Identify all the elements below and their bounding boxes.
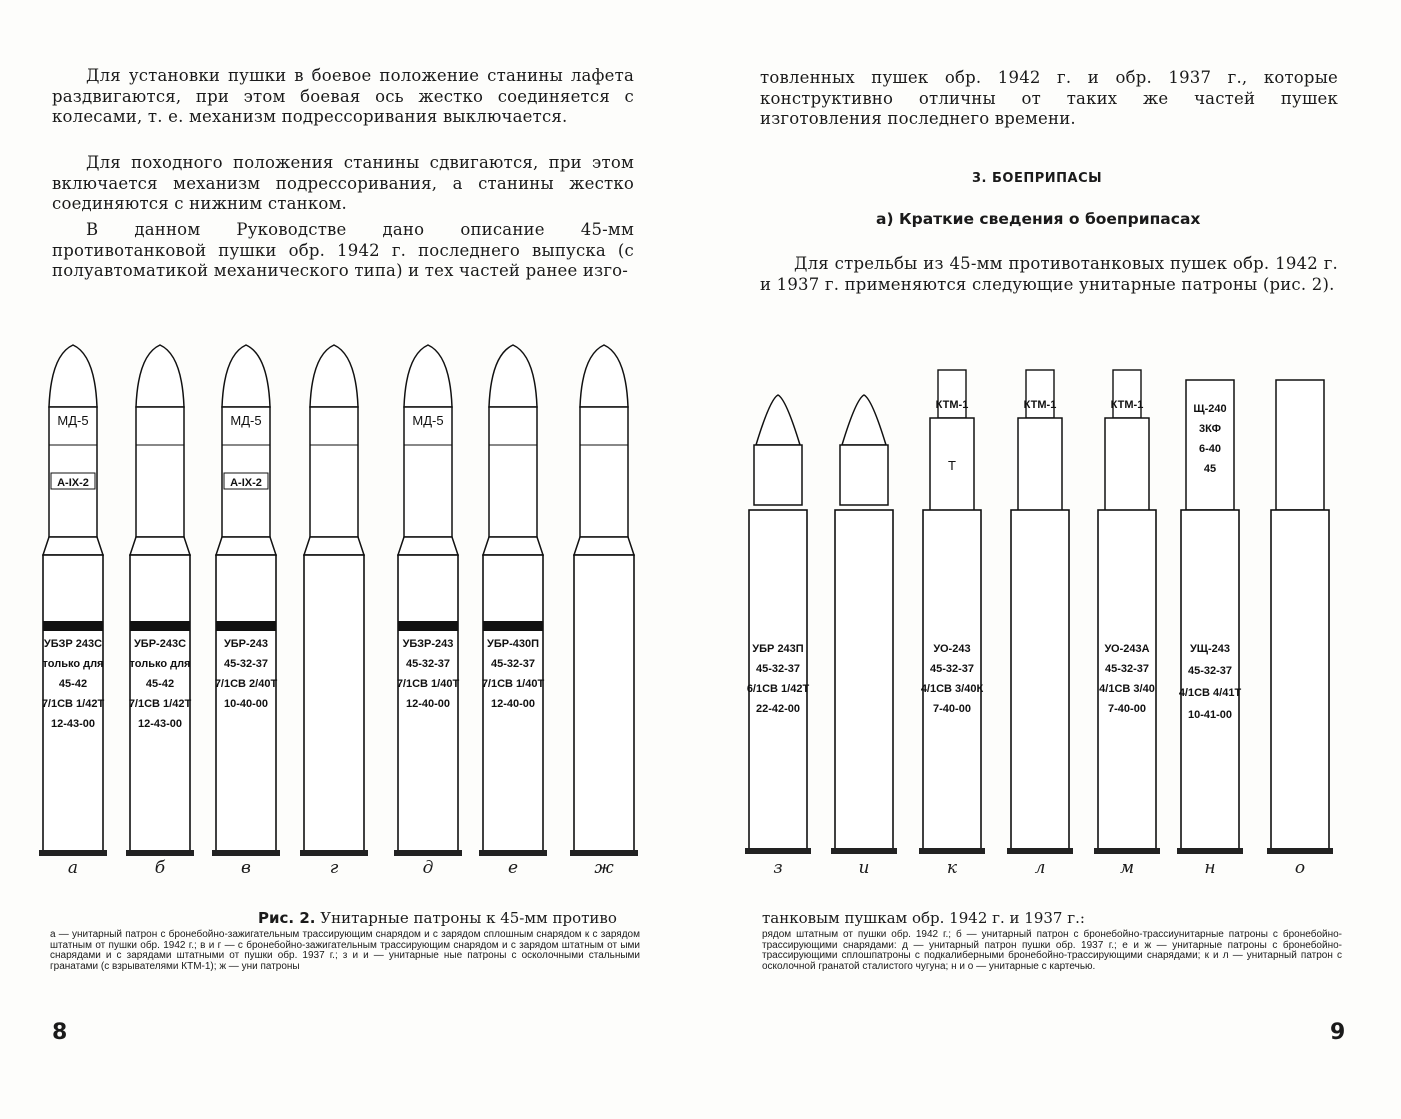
projectile-body (580, 407, 628, 537)
figure-letter-е: е (507, 858, 519, 878)
projectile-body (754, 445, 802, 505)
cartridge-case (574, 555, 634, 852)
case-shoulder (43, 537, 103, 555)
case-marking-line: УБР-243С (133, 638, 187, 650)
case-marking-line: УБЗР 243С (43, 638, 103, 650)
case-marking-line: 7-40-00 (1108, 703, 1146, 715)
cartridge-case (1181, 510, 1239, 850)
case-shoulder (304, 537, 364, 555)
cartridge-в (212, 345, 280, 856)
left-page-number: 8 (52, 1020, 68, 1045)
case-rim (300, 850, 368, 856)
cartridge-case (1271, 510, 1329, 850)
left-shells-group (39, 345, 638, 856)
figure-letter-д: д (422, 858, 434, 878)
case-marking-line: только для (129, 658, 191, 670)
case-marking-line: Щ-240 (1193, 403, 1227, 415)
cartridge-case (1011, 510, 1069, 850)
case-marking-line: 45-32-37 (405, 658, 451, 670)
cartridge-з (745, 395, 811, 854)
case-marking-line: 45 (1203, 463, 1217, 475)
cartridge-д (394, 345, 462, 856)
figure-letter-о: о (1294, 858, 1306, 878)
case-marking-line: только для (42, 658, 104, 670)
projectile-nose (404, 345, 452, 407)
case-shoulder (574, 537, 634, 555)
section-title: 3. БОЕПРИПАСЫ (972, 171, 1103, 186)
case-black-band (483, 621, 543, 631)
cartridge-case (1098, 510, 1156, 850)
left-paragraph-2: Для походного положения станины сдвигаются, при этом включается механизм подрессоривания, а станины жестко соединяются с нижним станком. (52, 153, 634, 214)
case-rim (1094, 848, 1160, 854)
case-rim (831, 848, 897, 854)
projectile-nose (756, 395, 800, 445)
case-marking-line: УЩ-243 (1189, 643, 1231, 655)
case-rim (212, 850, 280, 856)
fuse-marking: КТМ-1 (935, 399, 969, 411)
case-marking-line: 10-40-00 (223, 698, 269, 710)
cartridge-case (835, 510, 893, 850)
cartridge-л (1007, 370, 1073, 854)
case-rim (1267, 848, 1333, 854)
projectile-body (310, 407, 358, 537)
case-rim (1007, 848, 1073, 854)
case-marking-line: 45-32-37 (223, 658, 269, 670)
subsection-title: а) Краткие сведения о боеприпасах (876, 210, 1201, 228)
case-marking-line: 12-43-00 (137, 718, 183, 730)
projectile-nose (136, 345, 184, 407)
case-marking-line: УО-243А (1104, 643, 1150, 655)
right-page-number: 9 (1330, 1020, 1346, 1045)
left-caption-text: а — унитарный патрон с бронебойно-зажигательным трассирующим снарядом и с зарядом сплошным снарядом к с зарядом штатным от пушки обр. 1942 г.; в и г — с бронебойно-зажигательным трассирующим снарядом и с зарядом штатным от ыми снарядами и с зарядами штатными от пушки обр. 1937 г.; з и и — унитарные ные патроны с осколочными стальными гранатами (с взрывателями КТМ-1); ж — уни патроны (50, 929, 640, 972)
case-marking-line: УБР 243П (752, 643, 804, 655)
projectile-body (840, 445, 888, 505)
case-shoulder (216, 537, 276, 555)
case-rim (745, 848, 811, 854)
band-marking: А-IХ-2 (230, 477, 262, 489)
case-marking-line: 12-40-00 (490, 698, 536, 710)
case-black-band (216, 621, 276, 631)
case-marking-line: 45-42 (145, 678, 175, 690)
case-marking-line: 12-43-00 (50, 718, 96, 730)
case-black-band (43, 621, 103, 631)
case-marking-line: 45-42 (58, 678, 88, 690)
cartridge-б (126, 345, 194, 856)
fuse-marking: КТМ-1 (1023, 399, 1057, 411)
figure-letter-и: и (858, 858, 870, 878)
projectile-nose (49, 345, 97, 407)
projectile-mark: Т (948, 458, 956, 473)
figure-letter-з: з (773, 858, 783, 878)
cartridge-к (919, 370, 985, 854)
left-caption-title: Рис. 2. Унитарные патроны к 45-мм противо (258, 909, 617, 927)
projectile-nose (842, 395, 886, 445)
figure-letter-ж: ж (594, 858, 614, 878)
projectile-nose (580, 345, 628, 407)
case-marking-line: 45-32-37 (1104, 663, 1150, 675)
figure-letter-в: в (241, 858, 251, 878)
case-marking-line: 6/1СВ 1/42Т (746, 683, 810, 695)
figure-letter-г: г (329, 858, 339, 878)
head-marking: МД-5 (57, 413, 89, 428)
case-rim (126, 850, 194, 856)
right-caption-text: рядом штатным от пушки обр. 1942 г.; б — унитарный патрон с бронебойно-трассиунитарные патроны с бронебойно-трассирующими снарядами: д — унитарный патрон пушки обр. 1937 г.; е и ж — унитарные патроны с бронебойно-трассирующими сплошпатроны с подкалиберными бронебойно-трассирующими снарядами; к и л — унитарный патрон с осколочной гранатой сталистого чугуна; н и о — унитарные с картечью. (762, 929, 1342, 972)
canister-body (1276, 380, 1324, 510)
case-marking-line: 45-32-37 (1187, 665, 1233, 677)
cartridge-г (300, 345, 368, 856)
case-marking-line: 7/1СВ 1/40Т (481, 678, 545, 690)
case-marking-line: УБР-430П (486, 638, 540, 650)
case-marking-line: 7/1СВ 1/42Т (128, 698, 192, 710)
projectile-body (136, 407, 184, 537)
band-marking: А-IХ-2 (57, 477, 89, 489)
left-paragraph-3: В данном Руководстве дано описание 45-мм противотанковой пушки обр. 1942 г. последнего выпуска (с полуавтоматикой механического типа) и тех частей ранее изго- (52, 220, 634, 281)
case-marking-line: 12-40-00 (405, 698, 451, 710)
case-marking-line: 10-41-00 (1187, 709, 1233, 721)
fuse-marking: КТМ-1 (1110, 399, 1144, 411)
case-shoulder (398, 537, 458, 555)
case-black-band (130, 621, 190, 631)
projectile-nose (310, 345, 358, 407)
figure-letter-б: б (154, 858, 166, 878)
case-marking-line: 4/1СВ 3/40К (920, 683, 984, 695)
cartridge-м (1094, 370, 1160, 854)
case-rim (570, 850, 638, 856)
case-marking-line: 45-32-37 (755, 663, 801, 675)
case-rim (39, 850, 107, 856)
case-marking-line: УБР-243 (223, 638, 269, 650)
case-marking-line: 7/1СВ 1/42Т (41, 698, 105, 710)
head-marking: МД-5 (412, 413, 444, 428)
case-marking-line: УО-243 (933, 643, 971, 655)
projectile-nose (222, 345, 270, 407)
figure-letter-н: н (1204, 858, 1216, 878)
right-shells-group (745, 370, 1333, 854)
cartridge-о (1267, 380, 1333, 854)
right-caption-title: танковым пушкам обр. 1942 г. и 1937 г.: (762, 909, 1085, 927)
case-marking-line: 6-40 (1198, 443, 1222, 455)
cartridge-case (923, 510, 981, 850)
left-paragraph-1: Для установки пушки в боевое положение станины лафета раздвигаются, при этом боевая ось жестко соединяется с колесами, т. е. механизм подрессоривания выключается. (52, 66, 634, 127)
cartridge-н (1177, 380, 1243, 854)
case-marking-line: 22-42-00 (755, 703, 801, 715)
case-shoulder (483, 537, 543, 555)
case-black-band (398, 621, 458, 631)
case-rim (394, 850, 462, 856)
cartridge-ж (570, 345, 638, 856)
figure-letter-м: м (1119, 858, 1135, 878)
cartridge-case (749, 510, 807, 850)
case-marking-line: 4/1СВ 4/41Т (1178, 687, 1242, 699)
right-paragraph: Для стрельбы из 45-мм противотанковых пушек обр. 1942 г. и 1937 г. применяются следующие унитарные патроны (рис. 2). (760, 254, 1338, 294)
case-marking-line: 45-32-37 (929, 663, 975, 675)
cartridge-а (39, 345, 107, 856)
case-marking-line: УБЗР-243 (402, 638, 454, 650)
cartridge-case (304, 555, 364, 852)
case-marking-line: 3КФ (1198, 423, 1222, 435)
case-shoulder (130, 537, 190, 555)
case-rim (479, 850, 547, 856)
projectile-nose (489, 345, 537, 407)
figure-letter-к: к (946, 858, 958, 878)
case-marking-line: 7-40-00 (933, 703, 971, 715)
projectile-body (489, 407, 537, 537)
cartridge-и (831, 395, 897, 854)
case-rim (1177, 848, 1243, 854)
figure-letter-а: а (67, 858, 79, 878)
case-marking-line: 7/1СВ 1/40Т (396, 678, 460, 690)
case-rim (919, 848, 985, 854)
cartridge-е (479, 345, 547, 856)
case-marking-line: 7/1СВ 2/40Т (214, 678, 278, 690)
right-paragraph-continued: товленных пушек обр. 1942 г. и обр. 1937 г., которые конструктивно отличны от таких же частей пушек изготовления последнего времени. (760, 68, 1338, 129)
figure-letter-л: л (1034, 858, 1046, 878)
case-marking-line: 45-32-37 (490, 658, 536, 670)
case-marking-line: 4/1СВ 3/40 (1099, 683, 1155, 695)
head-marking: МД-5 (230, 413, 262, 428)
